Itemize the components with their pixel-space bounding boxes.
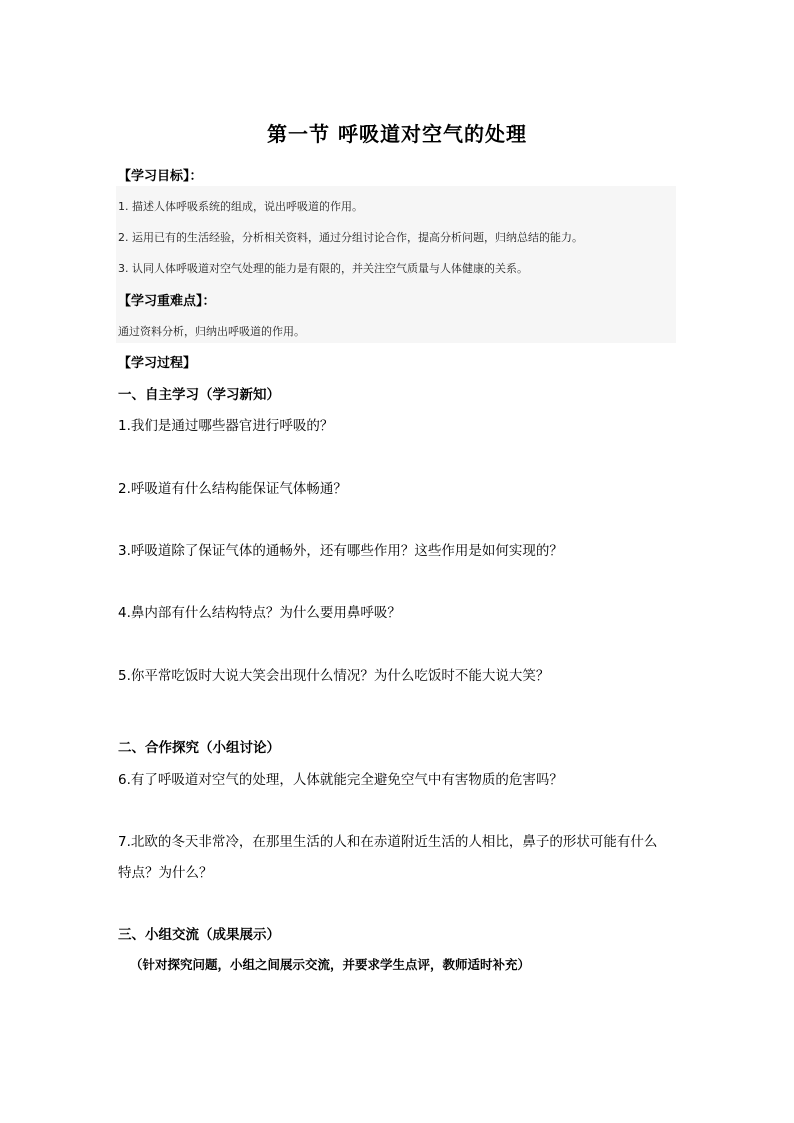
section2-heading: 二、合作探究（小组讨论） — [118, 740, 280, 756]
question-3: 3.呼吸道除了保证气体的通畅外，还有哪些作用？这些作用是如何实现的？ — [118, 543, 563, 559]
question-6: 6.有了呼吸道对空气的处理，人体就能完全避免空气中有害物质的危害吗？ — [118, 772, 563, 788]
question-1: 1.我们是通过哪些器官进行呼吸的？ — [118, 418, 334, 434]
question-4: 4.鼻内部有什么结构特点？为什么要用鼻呼吸？ — [118, 605, 401, 621]
page-title: 第一节 呼吸道对空气的处理 — [267, 122, 527, 146]
key-points-heading: 【学习重难点】： — [118, 294, 216, 309]
objective-item-2: 2. 运用已有的生活经验，分析相关资料，通过分组讨论合作，提高分析问题，归纳总结的能力。 — [118, 231, 583, 244]
question-7-line-1: 7.北欧的冬天非常冷，在那里生活的人和在赤道附近生活的人相比，鼻子的形状可能有什么 — [118, 834, 658, 850]
section1-heading: 一、自主学习（学习新知） — [118, 387, 280, 403]
question-2: 2.呼吸道有什么结构能保证气体畅通？ — [118, 481, 347, 497]
question-7-line-2: 特点？为什么？ — [118, 865, 213, 881]
objective-item-3: 3. 认同人体呼吸道对空气处理的能力是有限的，并关注空气质量与人体健康的关系。 — [118, 262, 528, 275]
process-heading: 【学习过程】 — [118, 356, 197, 371]
objective-item-1: 1. 描述人体呼吸系统的组成，说出呼吸道的作用。 — [118, 200, 363, 213]
section3-heading: 三、小组交流（成果展示） — [118, 927, 280, 943]
question-5: 5.你平常吃饭时大说大笑会出现什么情况？为什么吃饭时不能大说大笑？ — [118, 668, 550, 684]
key-points-text: 通过资料分析，归纳出呼吸道的作用。 — [118, 325, 305, 338]
section3-note: （针对探究问题，小组之间展示交流，并要求学生点评，教师适时补充） — [130, 957, 531, 972]
objectives-heading: 【学习目标】： — [118, 169, 203, 184]
